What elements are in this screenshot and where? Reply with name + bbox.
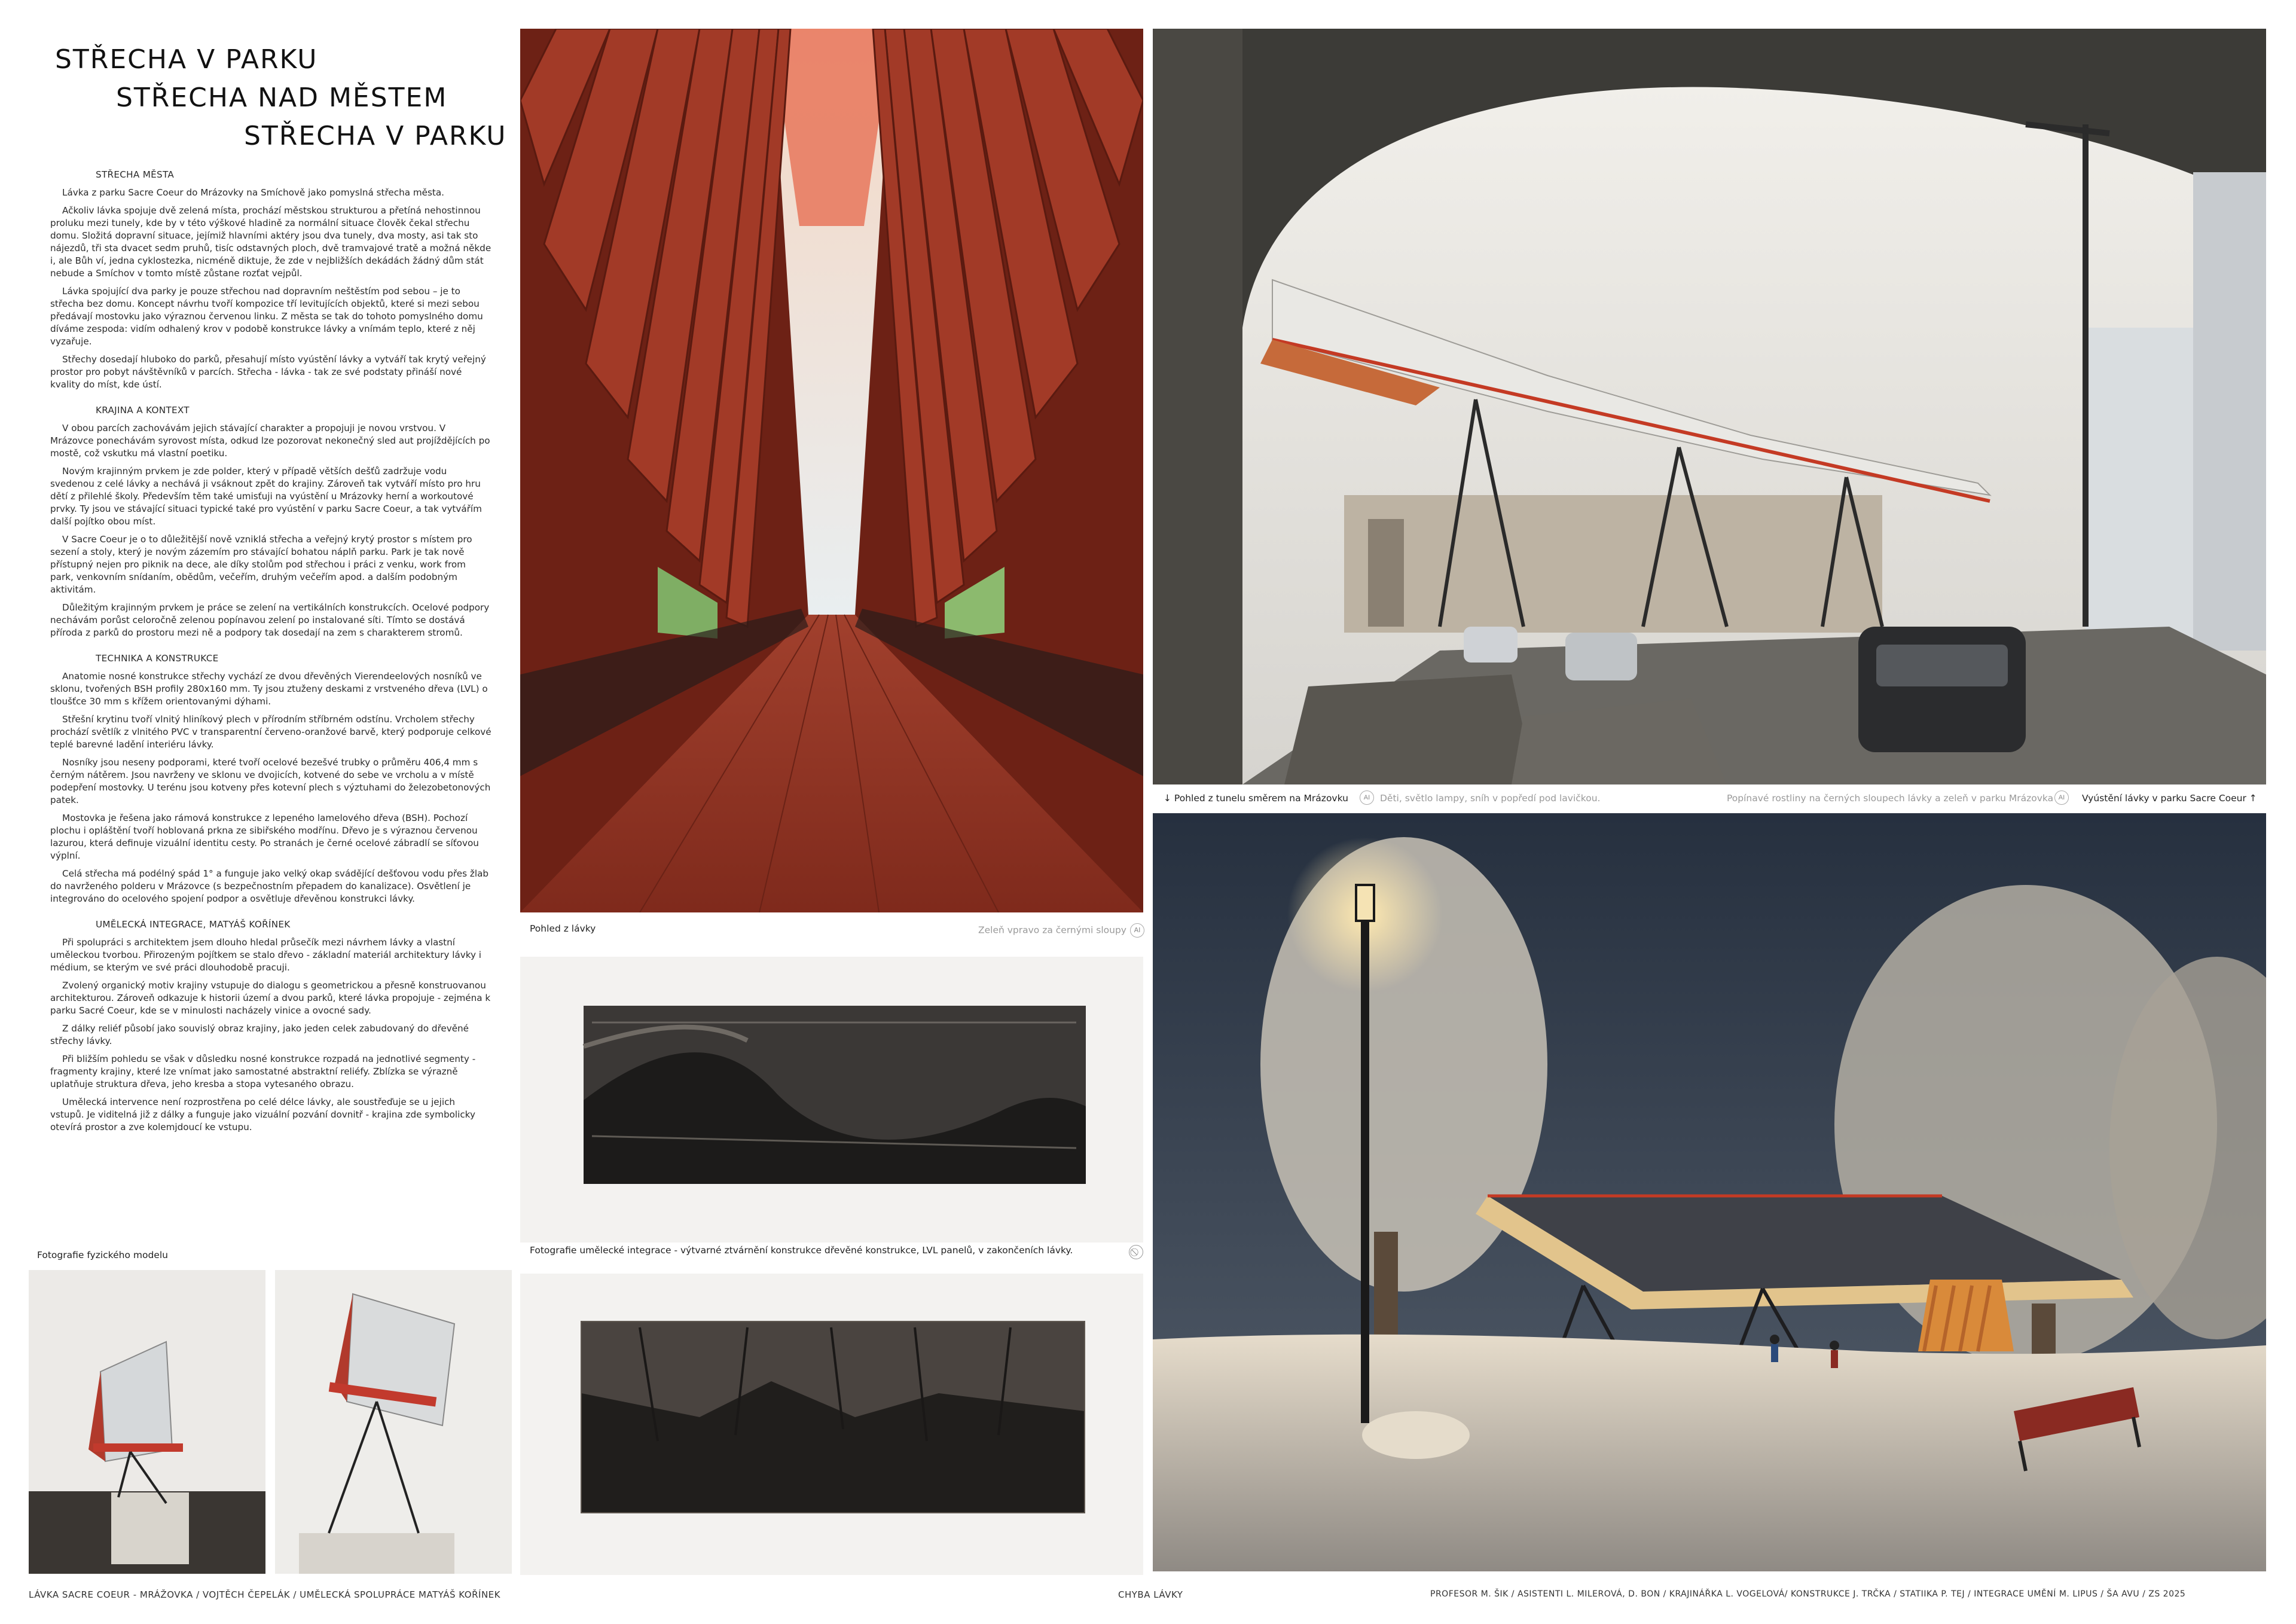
section-heading: TECHNIKA A KONSTRUKCE (96, 653, 219, 664)
paragraph: Z dálky reliéf působí jako souvislý obraz krajiny, jako jeden celek zabudovaný do dřevěné střechy lávky. (50, 1023, 469, 1046)
paragraph: Nosníky jsou neseny podporami, které tvoří ocelové bezešvé trubky o průměru 406,4 mm s černým nátěrem. Jsou navrženy ve sklonu ve dvojicích, kotvené do sebe ve vrcholu a v místě podepření mostovky. U terénu jsou kotveny přes kotevní plech s výztuhami do železobetonových patek. (50, 757, 491, 805)
section-landscape (50, 404, 491, 639)
tunnel-caption: ↓ Pohled z tunelu směrem na Mrázovku (1164, 793, 1348, 804)
paragraph: Celá střecha má podélný spád 1° a funguje jako velký okap svádějící dešťovou vodu přes žlab do navrženého polderu v Mrázovce (s bezpečnostním přepadem do kanalizace). Osvětlení je integrováno do ocelového spojení podpor a osvětluje dřevěnou konstrukci lávky. (50, 868, 489, 904)
paragraph: Ačkoliv lávka spojuje dvě zelená místa, prochází městskou strukturou a přetíná nehostinnou proluku mezi tunely, kde by v této výškové hladině za normální situace člověk čekal střechu domu. Složitá dopravní situace, jejímiž hlavními aktéry jsou dva tunely, dva mosty, asi tak sto nájezdů, tři sta dvacet sedm pruhů, tisíc odstavných ploch, dvě tramvajové tratě a možná někde i, ale Bůh ví, jedna cyklostezka, nicméně diktuje, že zde v nejbližších dekádách žádný dům stát nebude a Smíchov v tomto místě zůstane rozťat vejpůl. (50, 205, 491, 279)
interior-ai-note (978, 923, 1144, 938)
park-night-image (1153, 813, 2266, 1571)
footer-left: LÁVKA SACRE COEUR - MRÁŽOVKA / VOJTĚCH ČEPELÁK / UMĚLECKÁ SPOLUPRÁCE MATYÁŠ KOŘÍNEK (29, 1589, 500, 1600)
paragraph: Umělecká intervence není rozprostřena po celé délce lávky, ale soustřeďuje se u jejich vstupů. Je viditelná již z dálky a funguje jako vizuální pozvání dovnitř - krajina zde symbolicky otevírá prostor a zve kolemjdoucí ke vstupu. (50, 1097, 475, 1132)
tunnel-ai-note: Děti, světlo lampy, sníh v popředí pod lavičkou. (1380, 793, 1601, 804)
section-heading: UMĚLECKÁ INTEGRACE, MATYÁŠ KOŘÍNEK (96, 919, 291, 930)
paragraph: Střešní krytinu tvoří vlnitý hliníkový plech v přírodním stříbrném odstínu. Vrcholem střechy prochází světlík z vlnitého PVC v transparentní červeno-oranžové barvě, který podporuje celkové teplé barevné ladění interiéru lávky. (50, 714, 491, 750)
model-photo-2 (275, 1270, 512, 1574)
section-art (50, 918, 491, 1134)
paragraph: Novým krajinným prvkem je zde polder, který v případě větších dešťů zadržuje vodu svedenou z celé lávky a nechává ji vsáknout zpět do krajiny. Zároveň tak vytváří místo pro hru dětí z přilehlé školy. Především těm také umisťuji na vyústění u Mrázovky herní a workoutové prvky. Ty jsou ve stávající situaci typické také pro vyústění v parku Sacre Coeur, a tak vytvářím další pojítko obou míst. (50, 466, 482, 527)
paragraph: Lávka z parku Sacre Coeur do Mrázovky na Smíchově jako pomyslná střecha města. (62, 187, 444, 198)
relief-caption: Fotografie umělecké integrace - výtvarné ztvárnění konstrukce dřevěné konstrukce, LVL panelů, v zakončeních lávky. (530, 1245, 1073, 1256)
model-photo-1 (29, 1270, 265, 1574)
title-line-2: STŘECHA NAD MĚSTEM (116, 83, 448, 113)
park-caption: Vyústění lávky v parku Sacre Coeur ↑ (2082, 793, 2257, 804)
tunnel-ai-note-2: Popínavé rostliny na černých sloupech lávky a zeleň v parku Mrázovka (1727, 793, 2054, 804)
title-line-3: STŘECHA V PARKU (244, 121, 507, 151)
footer-center: CHYBA LÁVKY (1118, 1589, 1183, 1600)
paragraph: Lávka spojující dva parky je pouze střechou nad dopravním neštěstím pod sebou – je to střecha bez domu. Koncept návrhu tvoří kompozice tří levitujících objektů, které si mezi sebou předávají mostovku jako výraznou červenou linku. Z města se tak do tohoto pomyslného domu díváme zespoda: vidím odhalený krov v podobě konstrukce lávky a vnímám teplo, které z něj vyzařuje. (50, 286, 483, 347)
paragraph: Mostovka je řešena jako rámová konstrukce z lepeného lamelového dřeva (BSH). Pochozí plochu i opláštění tvoří hoblovaná prkna ze sibiřského modřínu. Dřevo je s výraznou červenou lazurou, která definuje vizuální identitu cesty. Po stranách je černé ocelové zábradlí se síťovou výplní. (50, 813, 479, 861)
paragraph: Střechy dosedají hluboko do parků, přesahují místo vyústění lávky a vytváří tak krytý veřejný prostor pro pobyt návštěvníků v parcích. Střecha - lávka - tak ze své podstaty přináší nové kvality do míst, kde ústí. (50, 354, 486, 390)
section-construction (50, 652, 491, 905)
section-heading: KRAJINA A KONTEXT (96, 405, 190, 416)
no-ai-icon (1129, 1245, 1143, 1259)
interior-ai-note-text: Zeleň vpravo za černými sloupy (978, 924, 1126, 936)
paragraph: Zvolený organický motiv krajiny vstupuje do dialogu s geometrickou a přesně konstruovanou architekturou. Zároveň odkazuje k historii území a dvou parků, které lávka propojuje - zejména k parku Sacré Coeur, kde se v minulosti nacházely vinice a ovocné sady. (50, 980, 491, 1016)
paragraph: Při bližším pohledu se však v důsledku nosné konstrukce rozpadá na jednotlivé segmenty - fragmenty krajiny, které lze vnímat jako samostatné abstraktní reliéfy. Zblízka se výrazně uplatňuje struktura dřeva, jeho kresba a stopa vytesaného obrazu. (50, 1054, 476, 1089)
text-column (50, 169, 491, 1147)
bridge-interior-image (520, 29, 1143, 912)
paragraph: Při spolupráci s architektem jsem dlouho hledal průsečík mezi návrhem lávky a vlastní uměleckou tvorbou. Přirozeným pojítkem se stalo dřevo - základní materiál architektury lávky i médium, se kterým ve své práci dlouhodobě pracuji. (50, 937, 482, 973)
ai-badge: AI (1130, 923, 1144, 938)
footer-right: PROFESOR M. ŠIK / ASISTENTI L. MILEROVÁ, D. BON / KRAJINÁŘKA L. VOGELOVÁ/ KONSTRUKCE J. TRČKA / STATIIKA P. TEJ / INTEGRACE UMĚNÍ M. LIPUS / ŠA AVU / ZS 2025 (1430, 1589, 2186, 1599)
paragraph: V Sacre Coeur je o to důležitější nově vzniklá střecha a veřejný krytý prostor s místem pro sezení a stoly, který je novým zázemím pro stávající bohatou náplň parku. Park je tak nově přístupný nejen pro piknik na dece, ale díky stolům pod střechou i práci z venku, work from park, venkovním snídaním, obědům, večeřím, druhým večeřím apod. a dalším podobným aktivitám. (50, 534, 472, 595)
paragraph: Důležitým krajinným prvkem je práce se zelení na vertikálních konstrukcích. Ocelové podpory nechávám porůst celoročně zelenou popínavou zelení po instalované síti. Tímto se dostává příroda z parků do prostoru mezi ně a podpory tak dosedají na zem s charakterem stromů. (50, 602, 490, 638)
section-roof (50, 169, 491, 391)
ai-badge: AI (2054, 790, 2069, 805)
section-heading: STŘECHA MĚSTA (96, 169, 175, 180)
paragraph: V obou parcích zachovávám jejich stávající charakter a propojuji je novou vrstvou. V Mrázovce ponechávám syrovost místa, odkud lze pozorovat nekonečný sled aut projíždějících po mostě, což vskutku má vlastní poetiku. (50, 423, 490, 459)
relief-photo-1 (520, 957, 1143, 1243)
model-caption: Fotografie fyzického modelu (37, 1250, 168, 1260)
ai-badge: AI (1360, 790, 1374, 805)
title-line-1: STŘECHA V PARKU (55, 44, 318, 75)
paragraph: Anatomie nosné konstrukce střechy vychází ze dvou dřevěných Vierendeelových nosníků ve sklonu, tvořených BSH profily 280x160 mm. Ty jsou ztuženy deskami z vrstveného dřeva (LVL) o tloušťce 30 mm s křížem orientovanými dýhami. (50, 671, 488, 707)
tunnel-view-image (1153, 29, 2266, 784)
relief-photo-2 (520, 1274, 1143, 1575)
interior-caption: Pohled z lávky (530, 923, 596, 934)
